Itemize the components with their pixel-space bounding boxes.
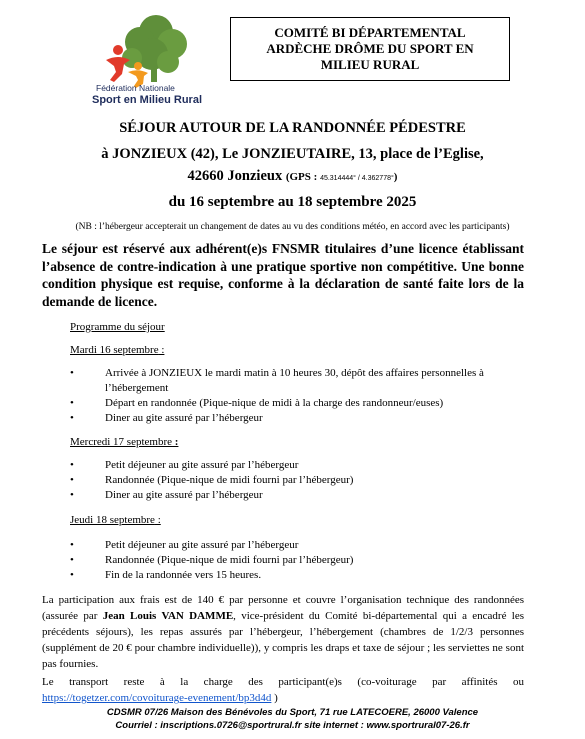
event-title: SÉJOUR AUTOUR DE LA RANDONNÉE PÉDESTRE bbox=[119, 120, 466, 136]
guide-name: Jean Louis VAN DAMME bbox=[102, 610, 234, 622]
list-item: • Diner au gite assuré par l’hébergeur bbox=[70, 411, 530, 426]
event-dates: du 16 septembre au 18 septembre 2025 bbox=[168, 194, 417, 210]
list-item: • Diner au gite assuré par l’hébergeur bbox=[70, 488, 530, 503]
day-list-thursday bbox=[70, 538, 530, 583]
day-label: Jeudi 18 septembre bbox=[70, 514, 155, 526]
day-colon: : bbox=[154, 514, 161, 526]
day-colon: : bbox=[158, 344, 165, 356]
participation-paragraph bbox=[42, 592, 524, 672]
day-list-tuesday bbox=[70, 366, 530, 426]
list-item: • Petit déjeuner au gite assuré par l’hébergeur bbox=[70, 538, 530, 553]
org-line-2: ARDÈCHE DRÔME DU SPORT EN bbox=[266, 41, 474, 56]
participation-text-before: La participation aux frais est de 140 € par personne et couvre l’organisation technique des randonnées (assurée par bbox=[42, 594, 524, 622]
day-heading-thursday bbox=[70, 514, 161, 526]
organization-box bbox=[230, 17, 510, 81]
day-list-wednesday bbox=[70, 458, 530, 503]
event-address bbox=[0, 168, 585, 185]
transport-paragraph bbox=[42, 674, 524, 706]
list-item: • Randonnée (Pique-nique de midi fourni par l’hébergeur) bbox=[70, 473, 530, 488]
day-label: Mercredi 17 septembre bbox=[70, 436, 173, 448]
org-line-3: MILIEU RURAL bbox=[320, 57, 420, 72]
day-heading-tuesday bbox=[70, 344, 164, 356]
participation-text-after: , vice-président du Comité bi-départemental qui a encadré les précédents séjours), les repas assurés par l’hébergeur, l’hébergement (chambres de 1/2/3 personnes (supplément de 20 € pour chambre individuelle)), y compris les draps et taxe de séjour ; les serviettes ne sont pas fournies. bbox=[42, 610, 525, 670]
list-item: • Randonnée (Pique-nique de midi fourni par l’hébergeur) bbox=[70, 553, 530, 568]
day-colon: : bbox=[172, 436, 179, 448]
intro-paragraph: Le séjour est réservé aux adhérent(e)s FNSMR titulaires d’une licence établissant l’absence de contre-indication à une pratique sportive non compétitive. Une bonne condition physique est requise, conforme à la déclaration de santé faite lors de la demande de licence. bbox=[42, 241, 524, 309]
day-heading-wednesday bbox=[70, 436, 178, 448]
footer-contact: Courriel : inscriptions.0726@sportrural.fr site internet : www.sportrural07-26.fr bbox=[115, 720, 470, 731]
programme-heading: Programme du séjour bbox=[70, 321, 165, 333]
footer-address: CDSMR 07/26 Maison des Bénévoles du Sport, 71 rue LATECOERE, 26000 Valence bbox=[106, 707, 479, 718]
list-item: • Fin de la randonnée vers 15 heures. bbox=[70, 568, 530, 583]
event-postcode: 42660 Jonzieux bbox=[187, 168, 283, 184]
gps-label: (GPS : bbox=[285, 171, 321, 183]
carpool-link[interactable]: https://togetzer.com/covoiturage-evenement/bp3d4d bbox=[42, 692, 272, 704]
list-item: • Arrivée à JONZIEUX le mardi matin à 10 heures 30, dépôt des affaires personnelles à l’hébergement bbox=[70, 366, 530, 396]
list-item: • Départ en randonnée (Pique-nique de midi à la charge des randonneur/euses) bbox=[70, 396, 530, 411]
org-line-1: COMITÉ BI DÉPARTEMENTAL bbox=[274, 25, 466, 40]
nb-note: (NB : l’hébergeur accepterait un changement de dates au vu des conditions météo, en accord avec les participants) bbox=[75, 222, 510, 232]
gps-close: ) bbox=[393, 171, 398, 183]
transport-close: ) bbox=[271, 692, 278, 704]
list-item: • Petit déjeuner au gite assuré par l’hébergeur bbox=[70, 458, 530, 473]
logo-sport-text: Sport en Milieu Rural bbox=[92, 94, 203, 106]
event-location: à JONZIEUX (42), Le JONZIEUTAIRE, 13, place de l’Eglise, bbox=[101, 146, 484, 162]
day-label: Mardi 16 septembre bbox=[70, 344, 159, 356]
transport-text: Le transport reste à la charge des participant(e)s (co-voiturage par affinités ou bbox=[42, 676, 524, 688]
gps-coordinates: 45.314444° / 4.362778° bbox=[320, 175, 394, 182]
logo-federation-text: Fédération Nationale bbox=[96, 83, 175, 93]
